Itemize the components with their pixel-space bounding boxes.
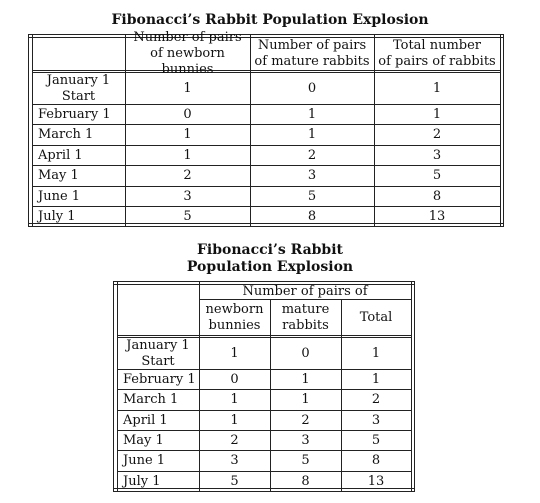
table1-cell-total-line: 1 <box>432 106 442 122</box>
table2-header-total-text <box>360 310 393 326</box>
table2-cell-newborn-line: 1 <box>230 345 239 361</box>
table1-row-date-text <box>38 148 83 164</box>
table1-header-total <box>374 37 500 70</box>
table1-cell-total-line: 1 <box>432 80 442 96</box>
table1-cell-total-line: 5 <box>432 168 442 183</box>
table2-header-mature-text <box>282 302 330 334</box>
table2-cell-mature-text <box>301 372 309 388</box>
table2-row-date <box>117 431 199 450</box>
table1-cell-mature <box>250 166 374 186</box>
table2-cell-newborn <box>199 390 270 410</box>
table1-cell-total-line: 3 <box>432 147 442 163</box>
table1-row-date-line: March 1 <box>38 127 94 142</box>
table2-row-date-line: Start <box>141 353 175 369</box>
table2-cell-total-text <box>372 413 380 429</box>
table2-cell-newborn <box>199 472 270 491</box>
table2-cell-newborn <box>199 338 270 369</box>
table2-row-date-line: February 1 <box>123 371 196 387</box>
table1-row-date-text <box>38 189 80 205</box>
table2-cell-newborn-text <box>230 433 238 449</box>
table2-cell-mature <box>270 370 341 389</box>
table2-cell-total-text <box>372 372 380 388</box>
table2-cell-total <box>341 370 411 389</box>
table2-row-date-line: June 1 <box>123 453 166 468</box>
table2-cell-total-line: 5 <box>371 432 381 448</box>
table1-cell-mature-text <box>308 209 316 225</box>
table2-cell-mature-line: 0 <box>301 345 310 361</box>
table2-header-mature-line: rabbits <box>282 317 329 333</box>
table2-cell-newborn-line: 3 <box>230 453 239 468</box>
table2-cell-mature <box>270 338 341 369</box>
table2-header-mature <box>270 300 341 335</box>
table1-cell-mature-text <box>308 107 316 123</box>
table1-cell-mature <box>250 73 374 104</box>
table2-cell-total-text <box>372 346 380 362</box>
table1-cell-newborn-text <box>183 209 191 225</box>
table2-cell-newborn-text <box>230 392 238 408</box>
table1-cell-newborn-text <box>183 189 191 205</box>
table1-cell-total <box>374 73 500 104</box>
table2-cell-mature-line: 1 <box>301 371 310 387</box>
table1-header-total-line: Total number <box>392 37 482 53</box>
rule-line <box>117 335 411 336</box>
table2-header-total <box>341 300 411 335</box>
table1-cell-mature-text <box>308 148 316 164</box>
table1-cell-total <box>374 146 500 165</box>
table2-cell-total-text <box>372 453 380 469</box>
table2-cell-total-line: 13 <box>367 473 385 489</box>
table2-cell-newborn-text <box>230 453 238 469</box>
rule-line <box>113 281 114 492</box>
table1-row-date <box>32 166 125 186</box>
table1-cell-total-text <box>433 127 441 143</box>
table1-row-date-text <box>47 73 110 105</box>
table2-cell-total <box>341 390 411 410</box>
table2-cell-total <box>341 451 411 471</box>
table2-row-date <box>117 390 199 410</box>
table2-row-date-line: May 1 <box>123 432 164 448</box>
table1-cell-newborn-text <box>183 81 191 97</box>
table1-cell-newborn-text <box>183 127 191 143</box>
table1-cell-newborn-text <box>183 168 191 184</box>
table1-cell-newborn-line: 1 <box>183 147 192 163</box>
rule-line <box>32 70 500 71</box>
table1-row-date <box>32 105 125 124</box>
table2-header-total-line: Total <box>359 309 393 325</box>
table1-cell-mature-text <box>308 189 316 205</box>
table2-title-line1: Fibonacci’s Rabbit <box>196 242 344 258</box>
table2-cell-mature-line: 5 <box>301 453 310 468</box>
table1-cell-newborn <box>125 125 250 145</box>
table1-cell-mature-line: 8 <box>307 208 317 224</box>
rule-line <box>113 281 415 282</box>
table2-cell-newborn-text <box>230 413 238 429</box>
table1-cell-mature <box>250 146 374 165</box>
table1-row-date <box>32 187 125 206</box>
table1-cell-total-text <box>429 209 446 225</box>
table2-row-date-text <box>123 392 178 408</box>
table1-cell-newborn-line: 1 <box>183 127 192 142</box>
table1-header-mature <box>250 37 374 70</box>
table1-cell-mature-line: 1 <box>307 106 317 122</box>
table2-cell-newborn-line: 1 <box>230 412 239 428</box>
table2-cell-total-line: 1 <box>371 345 381 361</box>
rule-line <box>503 34 504 227</box>
table2-row-date-line: March 1 <box>123 392 179 407</box>
table2-header-newborn-text <box>206 302 264 334</box>
table1-header-total-text <box>378 38 495 70</box>
rule-line <box>28 226 504 227</box>
table1-header-newborn <box>125 29 250 77</box>
table1-header-total-line: of pairs of rabbits <box>378 53 496 69</box>
table1-header-mature-text <box>254 38 369 70</box>
table2-cell-newborn <box>199 370 270 389</box>
table1-cell-total-text <box>433 168 441 184</box>
table1-cell-mature-text <box>308 168 316 184</box>
table1-row-date-line: January 1 <box>46 72 111 88</box>
table1-header-mature-line: Number of pairs <box>257 37 367 53</box>
table2-cell-total <box>341 472 411 491</box>
table2-cell-total-line: 3 <box>371 412 381 428</box>
table1-row-date <box>32 125 125 145</box>
table1-cell-newborn <box>125 73 250 104</box>
table2-cell-total-text <box>372 392 380 408</box>
table2-row-date <box>117 370 199 389</box>
table1-title: Fibonacci’s Rabbit Population Explosion <box>111 12 429 28</box>
table2-cell-mature-line: 3 <box>301 432 310 448</box>
table2-title-line2: Population Explosion <box>186 259 354 275</box>
table1-row-date <box>32 73 125 104</box>
table2-row-date-text <box>123 474 161 490</box>
table2-header-newborn-line: newborn <box>205 301 264 317</box>
table2-cell-mature-text <box>301 392 309 408</box>
table1-cell-mature <box>250 105 374 124</box>
table2-header-newborn-line: bunnies <box>208 317 261 333</box>
table1-cell-mature-text <box>308 81 316 97</box>
table2-row-date <box>117 338 199 369</box>
table1-row-date <box>32 146 125 165</box>
table2-cell-newborn-line: 5 <box>230 473 239 489</box>
table1-row-date-text <box>38 107 111 123</box>
table1-cell-total-text <box>433 189 441 205</box>
table2-cell-total-line: 1 <box>371 371 381 387</box>
table1-cell-total-line: 8 <box>432 188 442 204</box>
table2-cell-mature-text <box>301 453 309 469</box>
table2-cell-total <box>341 411 411 430</box>
table2-cell-mature-text <box>301 433 309 449</box>
table1-cell-mature-line: 3 <box>307 168 317 183</box>
table1-row-date-line: Start <box>61 88 96 104</box>
table1-cell-newborn-line: 1 <box>183 80 192 96</box>
table2-cell-total-line: 2 <box>371 392 381 407</box>
table1-cell-mature-line: 0 <box>307 80 317 96</box>
table2-row-date-text <box>123 453 165 469</box>
table2-cell-mature-line: 8 <box>301 473 310 489</box>
table2-row-date <box>117 451 199 471</box>
table2-row-date <box>117 472 199 491</box>
table2-row-date-text <box>126 338 189 370</box>
table1-cell-newborn <box>125 207 250 226</box>
table1-row-date-line: June 1 <box>38 188 81 204</box>
table1-cell-total <box>374 105 500 124</box>
table1-cell-mature <box>250 207 374 226</box>
table1-cell-mature <box>250 125 374 145</box>
table1-cell-newborn-line: 0 <box>183 106 192 122</box>
table2-group-header-line: Number of pairs of <box>242 283 368 299</box>
table1-cell-newborn-text <box>183 107 191 123</box>
table1-cell-newborn <box>125 166 250 186</box>
table2-cell-mature <box>270 390 341 410</box>
table2-cell-newborn <box>199 451 270 471</box>
table2-row-date-line: January 1 <box>126 337 190 353</box>
table2-row-date-line: April 1 <box>123 412 168 428</box>
table1-cell-newborn <box>125 146 250 165</box>
table2-cell-mature <box>270 431 341 450</box>
table2-cell-mature-text <box>301 474 309 490</box>
table2-header-newborn <box>199 300 270 335</box>
table1-cell-total-line: 2 <box>432 127 442 142</box>
table1-cell-newborn-line: 2 <box>183 168 192 183</box>
table2-cell-mature <box>270 411 341 430</box>
table1-cell-total-text <box>433 107 441 123</box>
table2-cell-total-text <box>372 433 380 449</box>
table2-cell-newborn-line: 2 <box>230 432 239 448</box>
table1-cell-total <box>374 187 500 206</box>
table1-cell-total <box>374 207 500 226</box>
table2-cell-newborn-line: 0 <box>230 371 239 387</box>
table1-cell-total-text <box>433 148 441 164</box>
table1-cell-newborn <box>125 105 250 124</box>
table1-row-date-text <box>38 209 76 225</box>
table2-cell-newborn <box>199 411 270 430</box>
table1-cell-total-text <box>433 81 441 97</box>
table2-cell-mature-text <box>301 413 309 429</box>
rule-line <box>28 34 504 35</box>
table1-row-date <box>32 207 125 226</box>
table2-cell-newborn <box>199 431 270 450</box>
table1-header-newborn-line: of newborn bunnies <box>150 45 225 77</box>
rule-line <box>414 281 415 492</box>
rule-line <box>411 281 412 492</box>
table1-cell-mature-text <box>308 127 316 143</box>
table1-cell-newborn-line: 5 <box>183 208 192 224</box>
table1-row-date-line: February 1 <box>38 106 111 122</box>
table2-cell-total-line: 8 <box>371 453 381 468</box>
table1-header-newborn-text <box>125 30 250 78</box>
table2-cell-mature-line: 1 <box>301 392 310 407</box>
rule-line <box>500 34 501 227</box>
table2-cell-mature-text <box>301 346 309 362</box>
table1-row-date-line: April 1 <box>38 147 83 163</box>
table1-header-mature-line: of mature rabbits <box>254 53 370 69</box>
table2-cell-newborn-text <box>230 346 238 362</box>
table2-cell-newborn-text <box>230 474 238 490</box>
table1-cell-newborn <box>125 187 250 206</box>
table2-header-mature-line: mature <box>281 301 330 317</box>
table2-group-header-text <box>242 284 367 300</box>
table1-cell-total-line: 13 <box>428 208 446 224</box>
table2-cell-mature-line: 2 <box>301 412 310 428</box>
table2-cell-newborn-line: 1 <box>230 392 239 407</box>
table1-row-date-text <box>38 127 93 143</box>
table2-cell-mature <box>270 472 341 491</box>
table1-cell-total <box>374 166 500 186</box>
table1-cell-mature <box>250 187 374 206</box>
table1-cell-mature-line: 2 <box>307 147 317 163</box>
table1-cell-newborn-line: 3 <box>183 188 192 204</box>
rule-line <box>28 34 29 227</box>
table2-row-date-text <box>123 413 168 429</box>
table2-row-date-text <box>123 433 164 449</box>
table1-header-newborn-line: Number of pairs <box>133 29 242 45</box>
table1-cell-mature-line: 5 <box>307 188 317 204</box>
table2-title <box>0 242 540 276</box>
table1-cell-mature-line: 1 <box>307 127 317 142</box>
table2-cell-total <box>341 431 411 450</box>
table2-cell-total-text <box>368 474 385 490</box>
table2-row-date-line: July 1 <box>123 473 161 489</box>
table2-group-header <box>199 284 411 299</box>
table2-row-date-text <box>123 372 196 388</box>
table2-cell-newborn-text <box>230 372 238 388</box>
table1-cell-total <box>374 125 500 145</box>
table2-cell-mature <box>270 451 341 471</box>
table2-cell-total <box>341 338 411 369</box>
rule-line <box>113 491 415 492</box>
table1-cell-newborn-text <box>183 148 191 164</box>
table1-row-date-text <box>38 168 79 184</box>
table2-row-date <box>117 411 199 430</box>
table1-row-date-line: July 1 <box>38 208 76 224</box>
table1-row-date-line: May 1 <box>38 168 79 183</box>
